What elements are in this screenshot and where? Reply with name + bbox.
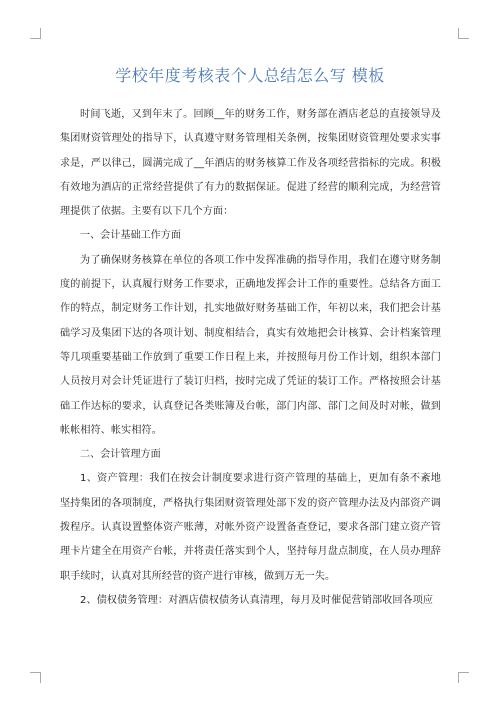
intro-paragraph: 时间飞逝，又到年末了。回顾__年的财务工作，财务部在酒店老总的直接领导及集团财资管理处的指导下，认真遵守财务管理相关条例，按集团财资管理处要求实事求是，严以律己，圆满完成了__年酒店的财务核算工作及各项经营指标的完成。积极有效地为酒店的正常经营提供了有力的数据保证。促进了经营的顺利完成，为经营管理提供了依据。主要有以下几个方面： [60,109,441,218]
corner-mark-top-left [30,28,41,39]
section-paragraph-debt-management: 2、债权债务管理：对酒店债权债务认真清理，每月及时催促营销部收回各项应 [80,594,434,606]
corner-mark-top-right [458,28,469,39]
section-paragraph-asset-management: 1、资产管理：我们在按会计制度要求进行资产管理的基础上，更加有条不紊地坚持集团的各项制度，严格执行集团财资管理处部下发的资产管理办法及内部资产调拨程序。认真设置整体资产账薄，对帐外资产设置备查登记，要求各部门建立资产管理卡片建全在用资产台帐，并将责任落实到个人，坚持每月盘点制度，在人员办理辞职手续时，认真对其所经营的资产进行审核，做到万无一失。 [60,473,441,582]
section-heading-accounting-management: 二、会计管理方面 [80,449,161,461]
section-paragraph-accounting-basics: 为了确保财务核算在单位的各项工作中发挥准确的指导作用，我们在遵守财务制度的前提下，认真履行财务工作要求，正确地发挥会计工作的重要性。总结各方面工作的特点，制定财务工作计划，扎实地做好财务基础工作，年初以来，我们把会计基础学习及集团下达的各项计划、制度相结合，真实有效地把会计核算、会计档案管理等几项重要基础工作放到了重要工作日程上来，并按照每月份工作计划，组织本部门人员按月对会计凭证进行了装订归档，按时完成了凭证的装订工作。严格按照会计基础工作达标的要求，认真登记各类账簿及台帐，部门内部、部门之间及时对帐，做到帐帐相符、帐实相符。 [60,254,441,436]
document-body [60,103,441,613]
corner-mark-bottom-left [30,672,41,683]
section-heading-accounting-basics: 一、会计基础工作方面 [80,230,181,242]
document-title: 学校年度考核表个人总结怎么写 模板 [115,66,385,85]
corner-mark-bottom-right [458,672,469,683]
